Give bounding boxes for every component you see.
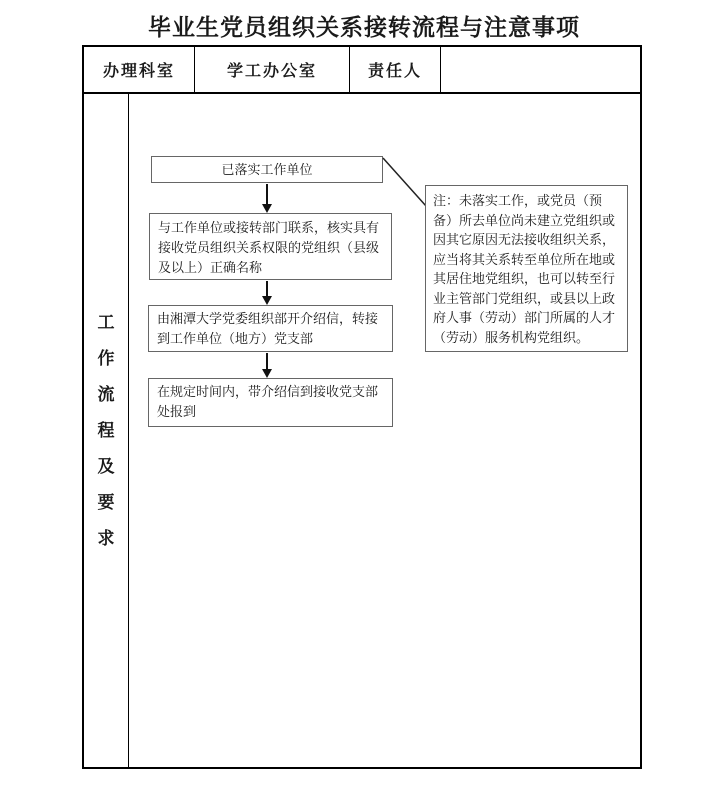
- down-arrow-icon: [260, 184, 274, 213]
- row-header-label: 工作流程及要求: [97, 312, 115, 548]
- person-value-cell: [441, 47, 640, 92]
- department-value-cell: 学工办公室: [195, 47, 350, 92]
- flow-step-3: 由湘潭大学党委组织部开介绍信，转接到工作单位（地方）党支部: [148, 305, 393, 352]
- page-title: 毕业生党员组织关系接转流程与注意事项: [148, 14, 580, 40]
- connector-line: [379, 154, 431, 210]
- department-label-cell: 办理科室: [84, 47, 195, 92]
- down-arrow-icon: [260, 281, 274, 305]
- flow-step-1: 已落实工作单位: [151, 156, 383, 183]
- form-table: [82, 45, 642, 769]
- note-box: 注：未落实工作，或党员（预备）所去单位尚未建立党组织或因其它原因无法接收组织关系，应当将其关系转至单位所在地或其居住地党组织，也可以转至行业主管部门党组织，或县以上政府人事（劳动）部门所属的人才（劳动）服务机构党组织。: [425, 185, 628, 352]
- flow-step-4: 在规定时间内，带介绍信到接收党支部处报到: [148, 378, 393, 427]
- down-arrow-icon: [260, 353, 274, 378]
- person-label-cell: 责任人: [350, 47, 441, 92]
- flow-step-2: 与工作单位或接转部门联系，核实具有接收党员组织关系权限的党组织（县级及以上）正确名称: [149, 213, 392, 280]
- body-row: [84, 94, 640, 767]
- row-header-cell: [84, 94, 129, 767]
- flowchart-canvas: [129, 94, 640, 767]
- header-row: [84, 47, 640, 94]
